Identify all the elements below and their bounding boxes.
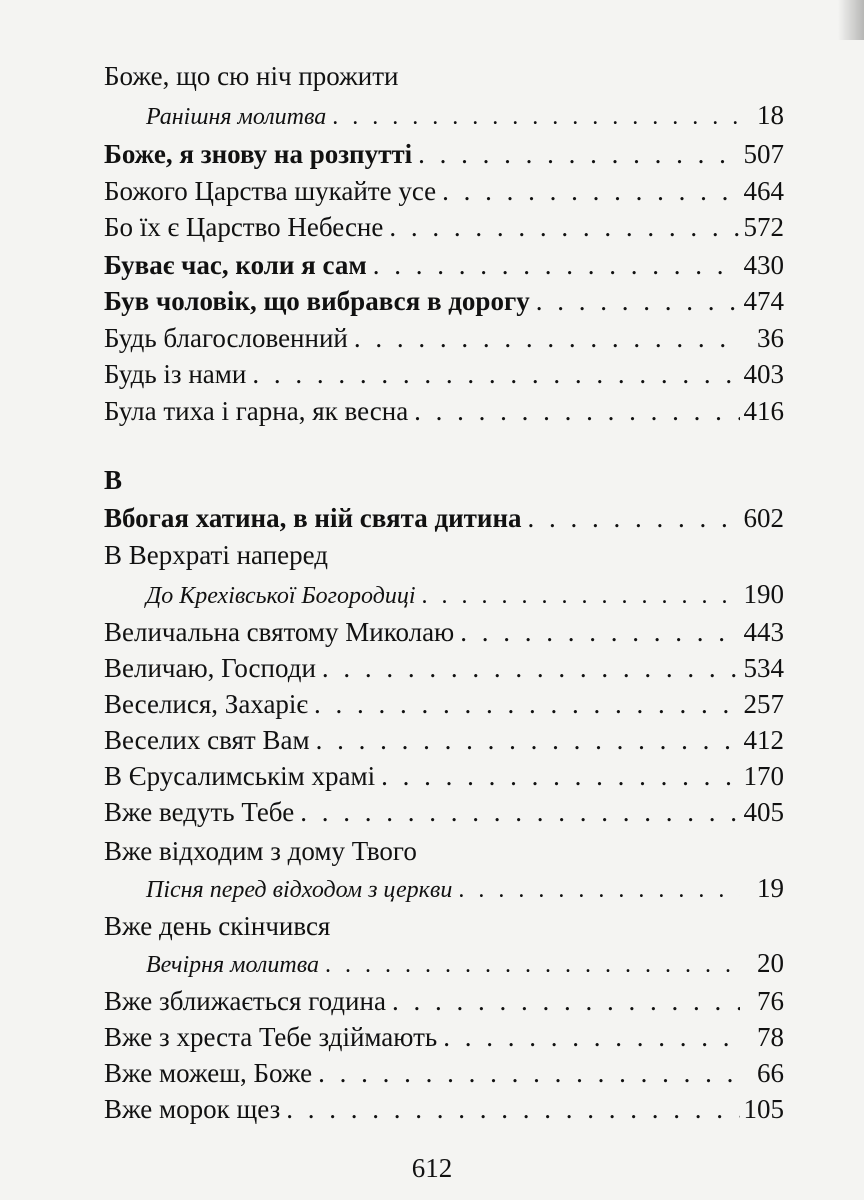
entry-page: 76: [757, 986, 784, 1016]
leader-dots: [286, 1091, 739, 1127]
leader-dots: [316, 722, 740, 758]
entry-page: 20: [757, 948, 784, 978]
leader-dots: [389, 209, 739, 245]
entry-title: Боже, я знову на розпутті: [104, 139, 413, 169]
entry-title: Веселися, Захаріє: [104, 689, 309, 719]
entry-page: 257: [743, 689, 784, 719]
index-entry: [104, 614, 784, 650]
entry-title: Величальна святому Миколаю: [104, 617, 455, 647]
page-number: 612: [411, 1153, 453, 1183]
index-entry: [104, 356, 784, 392]
entry-title: Була тиха і гарна, як весна: [104, 396, 409, 426]
leader-dots: [460, 614, 739, 650]
index-entry: [104, 983, 784, 1019]
leader-dots: [528, 500, 740, 536]
entry-title: Величаю, Господи: [104, 653, 316, 683]
entry-page: 403: [743, 359, 784, 389]
entry-page: 464: [743, 176, 784, 206]
index-entry: [104, 1055, 784, 1091]
entry-page: 572: [743, 212, 784, 242]
index-entry: [104, 500, 784, 536]
entry-subtitle: Пісня перед відходом з церкви: [146, 877, 453, 903]
entry-page: 19: [757, 873, 784, 903]
section-letter: В: [104, 465, 123, 495]
index-subentry: [146, 97, 784, 133]
leader-dots: [458, 872, 740, 908]
entry-title: Будь із нами: [104, 359, 247, 389]
leader-dots: [318, 1055, 740, 1091]
entry-page: 430: [743, 250, 784, 280]
leader-dots: [325, 947, 740, 983]
page-edge-shadow: [838, 0, 864, 40]
entry-page: 412: [743, 725, 784, 755]
index-entry: [104, 722, 784, 758]
entry-title: Веселих свят Вам: [104, 725, 310, 755]
entry-title: Буває час, коли я сам: [104, 250, 367, 280]
entry-page: 105: [743, 1094, 784, 1124]
entry-page: 507: [743, 139, 784, 169]
entry-title: Бо їх є Царство Небесне: [104, 212, 384, 242]
entry-title: Був чоловік, що вибрався в дорогу: [104, 286, 530, 316]
entry-page: 78: [757, 1022, 784, 1052]
entry-title: Будь благословенний: [104, 323, 348, 353]
entry-title: Вже день скінчився: [104, 911, 331, 941]
entry-page: 170: [743, 761, 784, 791]
entry-page: 443: [743, 617, 784, 647]
entry-title: В Верхраті наперед: [104, 540, 328, 570]
index-entry: [104, 686, 784, 722]
index-entry: [104, 58, 784, 94]
leader-dots: [442, 173, 739, 209]
index-entry: [104, 283, 784, 319]
entry-page: 18: [757, 100, 784, 130]
leader-dots: [414, 393, 739, 429]
leader-dots: [354, 320, 740, 356]
entry-page: 416: [743, 396, 784, 426]
entry-title: Божого Царства шукайте усе: [104, 176, 437, 206]
entry-page: 190: [743, 579, 784, 609]
index-entry: [104, 173, 784, 209]
leader-dots: [300, 794, 739, 830]
entry-title: Вже морок щез: [104, 1094, 281, 1124]
entry-page: 602: [743, 503, 784, 533]
entry-page: 66: [757, 1058, 784, 1088]
entry-title: В Єрусалимськім храмі: [104, 761, 376, 791]
entry-title: Вбогая хатина, в ній свята дитина: [104, 503, 522, 533]
leader-dots: [418, 136, 739, 172]
leader-dots: [252, 356, 739, 392]
index-entry: [104, 1091, 784, 1127]
index-subentry: [146, 945, 784, 981]
entry-subtitle: Ранішня молитва: [146, 104, 327, 130]
index-entry: [104, 650, 784, 686]
leader-dots: [536, 283, 740, 319]
entry-subtitle: До Крехівської Богородиці: [146, 583, 416, 609]
index-subentry: [146, 576, 784, 612]
leader-dots: [322, 650, 740, 686]
index-entry: [104, 393, 784, 429]
entry-page: 474: [743, 286, 784, 316]
entry-page: 36: [757, 323, 784, 353]
index-entry: [104, 209, 784, 245]
leader-dots: [314, 686, 739, 722]
entry-page: 534: [743, 653, 784, 683]
entry-title: Боже, що сю ніч прожити: [104, 61, 399, 91]
index-entry: [104, 833, 784, 869]
leader-dots: [422, 578, 740, 614]
index-entry: [104, 1019, 784, 1055]
entry-title: Вже з хреста Тебе здіймають: [104, 1022, 438, 1052]
index-subentry: [146, 870, 784, 906]
index-entry: [104, 537, 784, 573]
index-entry: [104, 247, 784, 283]
entry-title: Вже ведуть Тебе: [104, 797, 295, 827]
index-entry: [104, 136, 784, 172]
index-entry: [104, 908, 784, 944]
entry-title: Вже зближається година: [104, 986, 386, 1016]
leader-dots: [373, 247, 740, 283]
leader-dots: [392, 983, 740, 1019]
index-entry: [104, 758, 784, 794]
leader-dots: [443, 1019, 740, 1055]
entry-page: 405: [743, 797, 784, 827]
index-entry: [104, 794, 784, 830]
leader-dots: [381, 758, 739, 794]
index-entry: [104, 320, 784, 356]
entry-subtitle: Вечірня молитва: [146, 952, 319, 978]
entry-title: Вже можеш, Боже: [104, 1058, 313, 1088]
entry-title: Вже відходим з дому Твого: [104, 836, 417, 866]
leader-dots: [332, 99, 740, 135]
